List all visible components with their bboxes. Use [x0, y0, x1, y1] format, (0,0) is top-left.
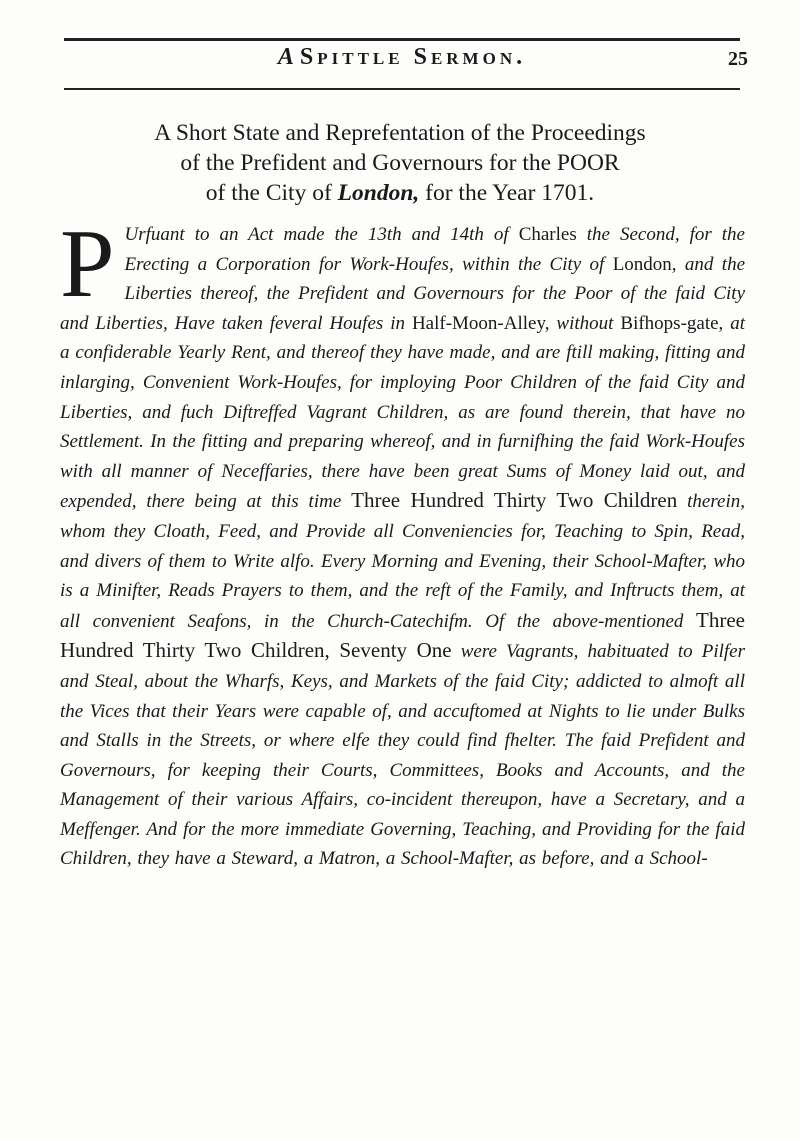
body-segment-roman: Charles: [518, 224, 577, 245]
body-segment: without: [549, 312, 621, 334]
body-segment: were Vagrants, habituated to Pilfer and Steal, about the Wharfs, Keys, and Markets of the faid City; addicted to almoft all the Vices that their Years were capable of, and accuftomed at Nights to lie under Bulks and Stalls in the Streets, or where elfe they could find fhelter. The faid Prefident and Governours, for keeping their Courts, Committees, Books and Accounts, and the Management of their various Affairs, co-incident thereupon, have a Secretary, and a Meffenger. And for the more immediate Governing, Teaching, and Providing for the faid Children, they have a Steward, a Matron, a School-Mafter, as before, and a School-: [60, 641, 745, 870]
running-head-lead: A: [277, 44, 294, 70]
running-head: [64, 44, 748, 84]
heading-line-3-pre: of the City of: [205, 180, 338, 206]
body-segment: at a confiderable Yearly Rent, and thereof they have made, and are ftill making, fitting and inlarging, Convenient Work-Houfes, for imploying Poor Children of the faid City and Liberties, and fuch Diftreffed Vagrant Children, as are found therein, that have no Settlement. In the fitting and preparing whereof, and in furnifhing the faid Work-Houfes with all manner of Neceffaries, there have been great Sums of Money laid out, and expended, there being at this time: [60, 312, 746, 513]
body-segment: Urfuant to an Act made the 13th and 14th of: [124, 224, 519, 245]
heading-line-3: [60, 178, 740, 208]
body-segment-roman: Half-Moon-Alley,: [411, 312, 550, 334]
body-segment: the Second, for the Erecting a Corporation for Work-Houfes, within the City of: [124, 224, 745, 275]
heading-line-1: A Short State and Reprefentation of the Proceedings: [154, 120, 646, 146]
body-paragraph: [60, 210, 746, 874]
body-segment: and the Liberties thereof, the Prefident and Governours for the Poor of the faid City and Liberties, Have taken feveral Houfes in: [60, 253, 746, 334]
section-heading: [60, 118, 740, 208]
body-segment-roman: Three Hundred Thirty Two Children, Seventy One: [60, 607, 745, 663]
heading-city: London,: [337, 180, 420, 206]
body-segment-roman: Bifhops-gate,: [620, 312, 724, 334]
running-head-title: [64, 44, 740, 71]
running-head-text: Spittle Sermon.: [299, 44, 527, 70]
heading-line-3-post: for the Year 1701.: [419, 180, 595, 206]
header-rule-bottom: [64, 88, 740, 90]
heading-line-2: of the Prefident and Governours for the POOR: [180, 150, 620, 176]
body-segment-roman: Three Hundred Thirty Two Children: [351, 488, 678, 513]
body-segment: therein, whom they Cloath, Feed, and Provide all Conveniencies for, Teaching to Spin, Read, and divers of them to Write alfo. Every Morning and Evening, their School-Mafter, who is a Minifter, Reads Prayers to them, and the reft of the Family, and Inftructs them, at all convenient Seafons, in the Church-Catechifm. Of the above-mentioned: [60, 491, 745, 632]
drop-cap: P: [60, 210, 115, 318]
page-number: 25: [728, 48, 748, 70]
header-rule-top: [64, 38, 740, 41]
body-segment-roman: London,: [612, 253, 677, 275]
